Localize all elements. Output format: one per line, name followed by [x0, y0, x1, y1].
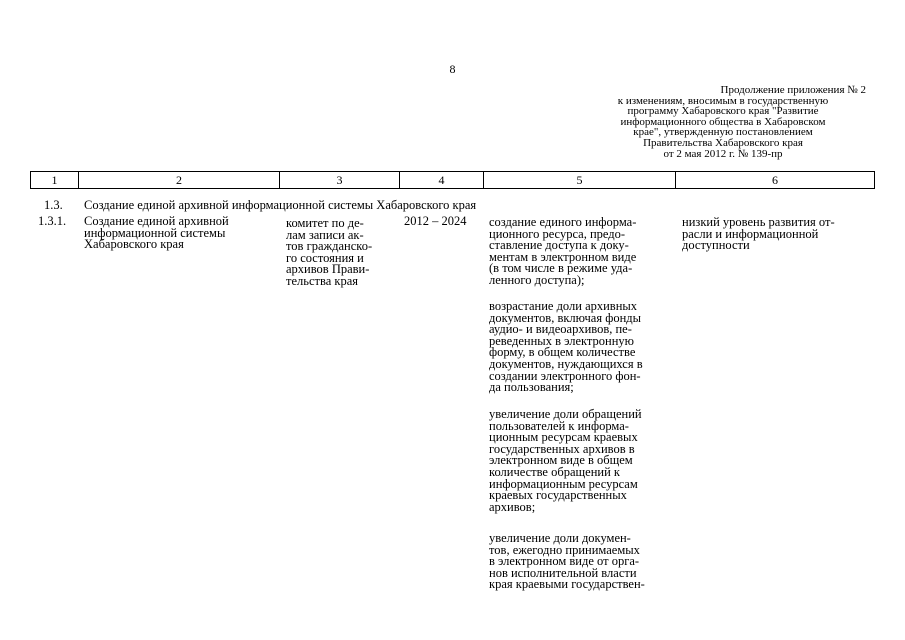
column-number-6: 6 [676, 172, 875, 189]
expected-result-4: увеличение доли докумен- тов, ежегодно принимаемых в электронном виде от орга- нов исполнительной власти края краевыми государствен- [489, 531, 645, 592]
appendix-line: от 2 мая 2012 г. № 139-пр [663, 147, 783, 160]
implementation-period: 2012 – 2024 [404, 214, 467, 228]
measure-name: Создание единой архивной информационной системы Хабаровского края [84, 214, 229, 252]
expected-result-1: создание единого информа- ционного ресурса, предо- ставление доступа к доку- ментам в электронном виде (в том числе в режиме уда- ленного доступа); [489, 215, 637, 287]
appendix-line: крае", утвержденную постановлением [633, 126, 813, 139]
column-number-2: 2 [79, 172, 280, 189]
appendix-header [560, 85, 886, 159]
consequences: низкий уровень развития от- расли и информационной доступности [682, 215, 835, 253]
executor: комитет по де- лам записи ак- тов гражданско- го состояния и архивов Прави- тельства края [286, 216, 373, 288]
section-title: Создание единой архивной информационной системы Хабаровского края [84, 198, 477, 212]
page-number: 8 [449, 62, 456, 76]
appendix-line: программу Хабаровского края "Развитие [627, 105, 819, 118]
column-number-5: 5 [484, 172, 676, 189]
column-number-1: 1 [31, 172, 79, 189]
expected-result-2: возрастание доли архивных документов, включая фонды аудио- и видеоархивов, пе- реведенных в электронную форму, в общем количестве документов, нуждающихся в создании электронного фон- да пользования; [489, 299, 643, 395]
expected-result-3: увеличение доли обращений пользователей к информа- ционным ресурсам краевых государственных архивов в электронном виде в общем количестве обращений к информационным ресурсам краевых государственных архивов; [489, 407, 642, 514]
appendix-line: к изменениям, вносимым в государственную [617, 94, 829, 107]
row-number: 1.3.1. [38, 214, 67, 228]
section-number: 1.3. [44, 198, 63, 212]
column-number-3: 3 [280, 172, 400, 189]
appendix-title: Продолжение приложения № 2 [720, 84, 866, 96]
appendix-line: информационного общества в Хабаровском [620, 115, 826, 128]
appendix-line: Правительства Хабаровского края [643, 136, 803, 149]
column-number-4: 4 [400, 172, 484, 189]
table-header-row [30, 171, 875, 189]
